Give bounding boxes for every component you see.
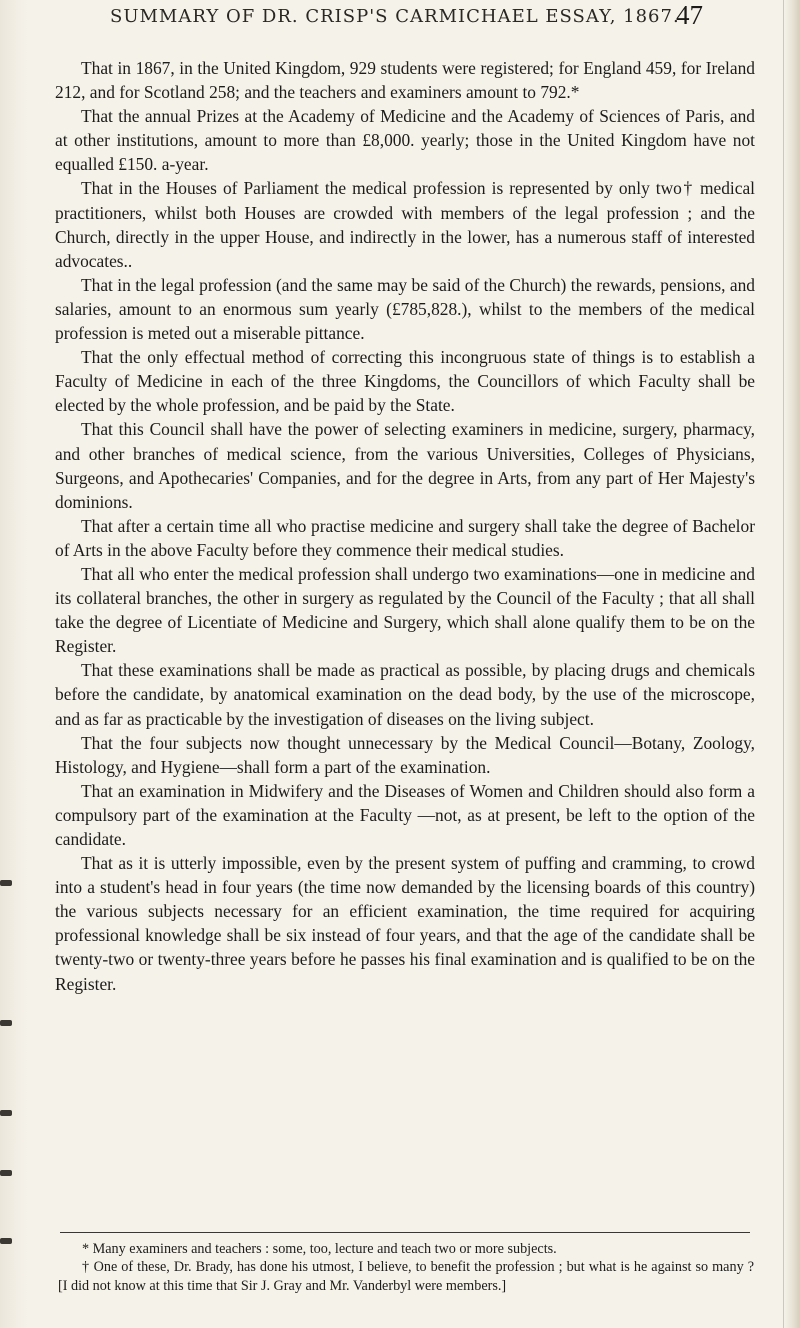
paragraph: That in the legal profession (and the same may be said of the Church) the rewards, pensions, and salaries, amount to an enormous sum yearly (£785,828.), whilst to the members of the medical profession is meted out a miserable pittance. <box>55 274 755 344</box>
footnote: * Many examiners and teachers : some, too, lecture and teach two or more subjects. <box>82 1241 557 1257</box>
binding-mark <box>0 1020 12 1026</box>
paragraph: That an examination in Midwifery and the Diseases of Women and Children should also form a compulsory part of the examination at the Faculty —not, as at present, be left to the option of the candidate. <box>55 780 755 849</box>
footnote-rule <box>60 1232 750 1233</box>
binding-mark <box>0 880 12 886</box>
paragraph: That after a certain time all who practise medicine and surgery shall take the degree of Bachelor of Arts in the above Faculty before they commence their medical studies. <box>55 515 755 560</box>
running-head: SUMMARY OF DR. CRISP'S CARMICHAEL ESSAY, 1867. <box>110 6 680 27</box>
paragraph: That these examinations shall be made as practical as possible, by placing drugs and chemicals before the candidate, by anatomical examination on the dead body, by the use of the microscope, and as far as practicable by the investigation of diseases on the living subject. <box>55 660 755 729</box>
paragraph: That the only effectual method of correcting this incongruous state of things is to establish a Faculty of Medicine in each of the three Kingdoms, the Councillors of which Faculty shall be elected by the whole profession, and be paid by the State. <box>55 347 755 416</box>
paragraph: That in 1867, in the United Kingdom, 929 students were registered; for England 459, for Ireland 212, and for Scotland 258; and the teachers and examiners amount to 792.* <box>55 58 755 103</box>
footnotes <box>58 1240 754 1295</box>
paragraph: That all who enter the medical profession shall undergo two examinations—one in medicine and its collateral branches, the other in surgery as regulated by the Council of the Faculty ; that all shall take the degree of Licentiate of Medicine and Surgery, which shall alone qualify them to be on the Register. <box>55 563 755 657</box>
binding-gutter <box>0 0 28 1328</box>
page-edge <box>783 0 800 1328</box>
binding-mark <box>0 1238 12 1244</box>
paragraph: That the four subjects now thought unnecessary by the Medical Council—Botany, Zoology, Histology, and Hygiene—shall form a part of the examination. <box>55 732 755 777</box>
paragraph: That as it is utterly impossible, even by the present system of puffing and cramming, to crowd into a student's head in four years (the time now demanded by the licensing boards of this country) the various subjects necessary for an efficient examination, the time required for acquiring professional knowledge shall be six instead of four years, and that the age of the candidate shall be twenty-two or twenty-three years before he passes his final examination and is qualified to be on the Register. <box>55 853 755 994</box>
paragraph: That this Council shall have the power of selecting examiners in medicine, surgery, pharmacy, and other branches of medical science, from the various Universities, Colleges of Physicians, Surgeons, and Apothecaries' Companies, and for the degree in Arts, from any part of Her Majesty's dominions. <box>55 419 755 512</box>
paragraph: That in the Houses of Parliament the medical profession is represented by only two† medical practitioners, whilst both Houses are crowded with members of the legal profession ; and the Church, directly in the upper House, and indirectly in the lower, has a numerous staff of interested advocates.. <box>55 178 755 271</box>
binding-mark <box>0 1110 12 1116</box>
page-number: 47 <box>676 0 703 30</box>
paragraph: That the annual Prizes at the Academy of Medicine and the Academy of Sciences of Paris, and at other institutions, amount to more than £8,000. yearly; those in the United Kingdom have not equalled £150. a-year. <box>55 106 755 175</box>
binding-mark <box>0 1170 12 1176</box>
footnote: † One of these, Dr. Brady, has done his utmost, I believe, to benefit the profession ; but what is he against so many ? [I did not know at this time that Sir J. Gray and Mr. Vanderbyl were members.] <box>58 1259 754 1294</box>
body-text <box>55 56 755 996</box>
